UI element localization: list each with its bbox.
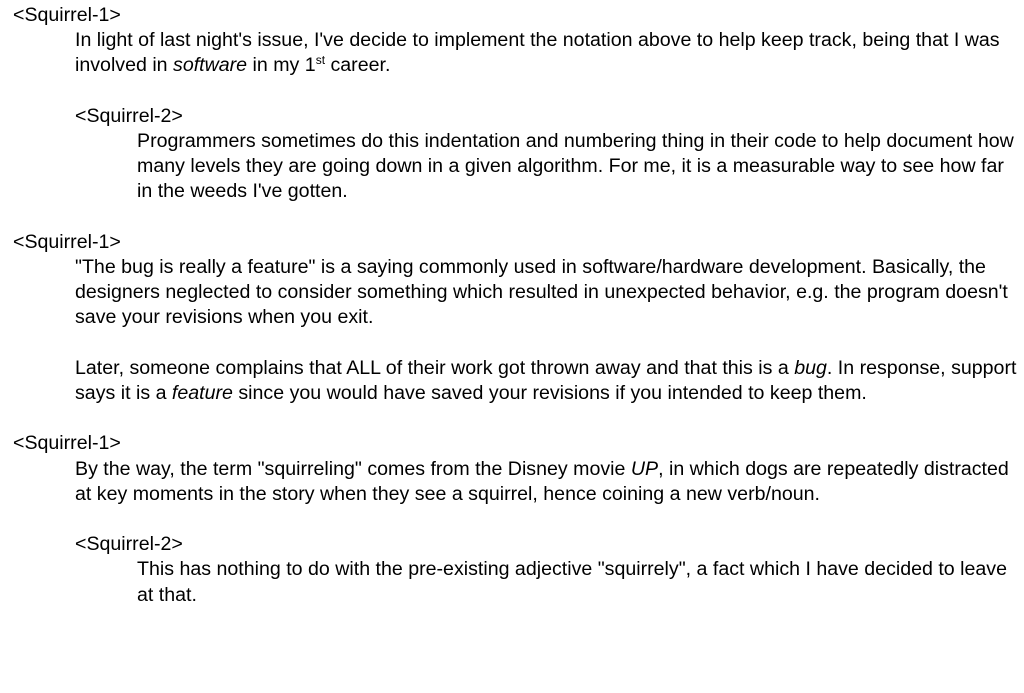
squirrel-tag: <Squirrel-1> [13, 432, 121, 455]
paragraph [75, 457, 1018, 507]
squirrel-tag: <Squirrel-1> [13, 230, 121, 253]
paragraph-text: By the way, the term "squirreling" comes from the Disney movie [75, 457, 631, 480]
squirrel-tag: <Squirrel-2> [75, 533, 183, 556]
paragraph-text: in my 1 [247, 54, 316, 77]
squirrel-tag: <Squirrel-1> [13, 4, 121, 26]
document [13, 3, 1018, 608]
emphasis-text: software [173, 54, 248, 77]
level-2-section [137, 557, 1018, 607]
paragraph-text: . In response, support says it is a [75, 356, 1017, 404]
paragraph-text: since you would have saved your revisions if you intended to keep them. [232, 382, 867, 404]
squirrel-tag: <Squirrel-2> [75, 104, 183, 127]
emphasis-text: bug [794, 356, 827, 379]
level-1-section [75, 457, 1018, 608]
paragraph: "The bug is really a feature" is a saying commonly used in software/hardware development. Basically, the designers neglected to consider something which resulted in unexpected behavior, e.g. the program doesn't save your revisions when you exit. [75, 256, 1008, 329]
superscript-text: st [315, 53, 326, 68]
emphasis-text: UP [630, 457, 659, 480]
paragraph [75, 28, 1018, 78]
paragraph-text: In light of last night's issue, I've decide to implement the notation above to help keep track, being that I was involved in [75, 29, 1000, 77]
paragraph-text: Later, someone complains that ALL of their work got thrown away and that this is a [75, 356, 795, 379]
level-1-section [75, 28, 1018, 204]
emphasis-text: feature [171, 382, 233, 404]
paragraph [75, 356, 1018, 406]
level-1-section [75, 255, 1018, 406]
paragraph: Programmers sometimes do this indentation and numbering thing in their code to help document how many levels they are going down in a given algorithm. For me, it is a measurable way to see how far in the weeds I've gotten. [137, 130, 1014, 203]
paragraph-text: , in which dogs are repeatedly distracted at key moments in the story when they see a squirrel, hence coining a new verb/noun. [75, 457, 1009, 505]
level-2-section [137, 129, 1018, 205]
paragraph-text: career. [325, 54, 391, 77]
paragraph: This has nothing to do with the pre-existing adjective "squirrely", a fact which I have decided to leave at that. [137, 558, 1007, 606]
